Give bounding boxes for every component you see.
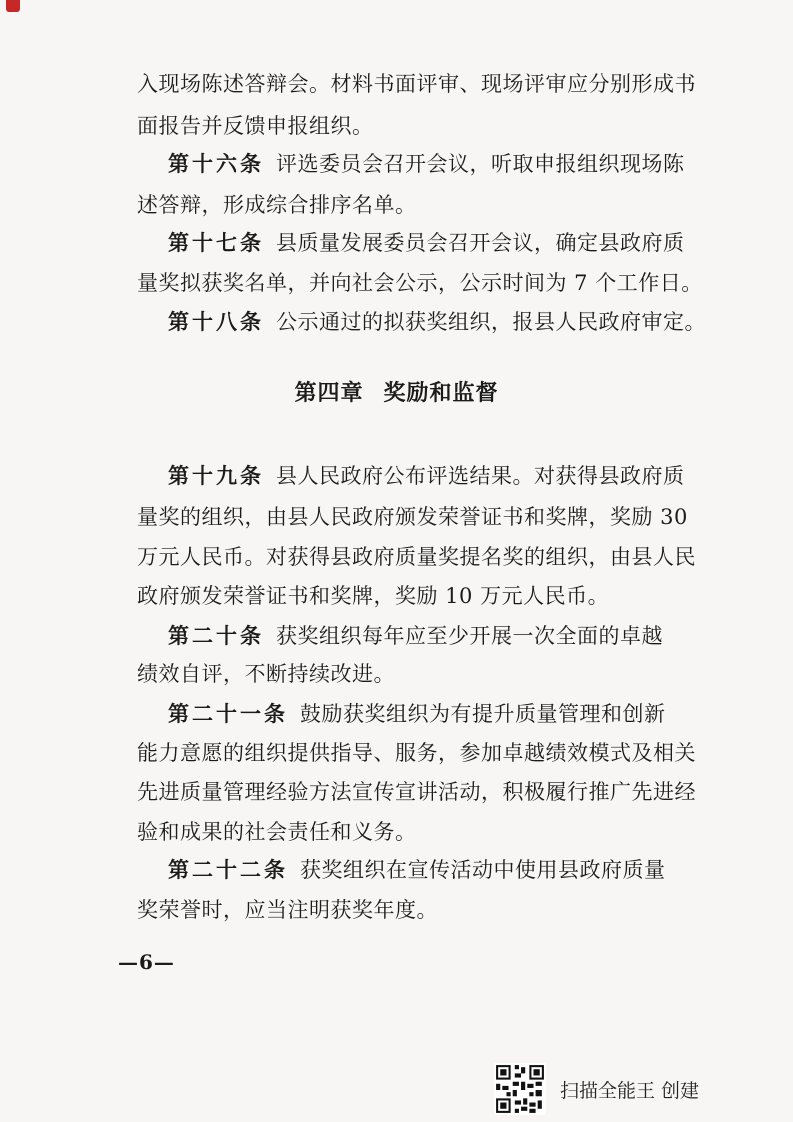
text-line: 量奖的组织，由县人民政府颁发荣誉证书和奖牌，奖励 30: [137, 505, 688, 529]
text-line: 面报告并反馈申报组织。: [137, 114, 374, 138]
text-line: 绩效自评，不断持续改进。: [137, 662, 395, 686]
chapter-title: 奖励和监督: [383, 380, 499, 406]
article-heading: 第十九条: [168, 463, 264, 488]
article-21: 第二十一条 鼓励获奖组织为有提升质量管理和创新: [168, 701, 666, 726]
article-heading: 第二十一条: [168, 701, 288, 726]
chapter-number: 第四章: [294, 380, 364, 406]
text-line: 验和成果的社会责任和义务。: [137, 820, 417, 844]
text-line: 先进质量管理经验方法宣传宣讲活动，积极履行推广先进经: [137, 780, 696, 804]
article-heading: 第十六条: [168, 151, 264, 176]
text-line: 万元人民币。对获得县政府质量奖提名奖的组织，由县人民: [137, 545, 696, 569]
article-16: 第十六条 评选委员会召开会议，听取申报组织现场陈: [168, 151, 685, 176]
page-number: —6—: [118, 950, 175, 974]
article-18: 第十八条 公示通过的拟获奖组织，报县人民政府审定。: [168, 309, 706, 334]
article-19: 第十九条 县人民政府公布评选结果。对获得县政府质: [168, 463, 685, 488]
article-20: 第二十条 获奖组织每年应至少开展一次全面的卓越: [168, 623, 663, 648]
article-heading: 第十八条: [168, 309, 264, 334]
text-line: 述答辩，形成综合排序名单。: [137, 193, 417, 217]
qr-code-icon: [494, 1063, 546, 1115]
article-22: 第二十二条 获奖组织在宣传活动中使用县政府质量: [168, 857, 666, 882]
corner-mark: [6, 0, 20, 12]
text-line: 政府颁发荣誉证书和奖牌，奖励 10 万元人民币。: [137, 584, 610, 608]
article-17: 第十七条 县质量发展委员会召开会议，确定县政府质: [168, 230, 685, 255]
text-line: 量奖拟获奖名单，并向社会公示，公示时间为 7 个工作日。: [137, 271, 703, 295]
watermark-text: 扫描全能王 创建: [560, 1079, 700, 1102]
text-line: 能力意愿的组织提供指导、服务，参加卓越绩效模式及相关: [137, 741, 696, 765]
text-line: 入现场陈述答辩会。材料书面评审、现场评审应分别形成书: [137, 72, 696, 96]
scanner-watermark: [494, 1063, 699, 1115]
text-line: 奖荣誉时，应当注明获奖年度。: [137, 898, 438, 922]
article-heading: 第二十二条: [168, 857, 288, 882]
article-heading: 第二十条: [168, 623, 264, 648]
article-heading: 第十七条: [168, 230, 264, 255]
chapter-heading: [0, 378, 793, 408]
